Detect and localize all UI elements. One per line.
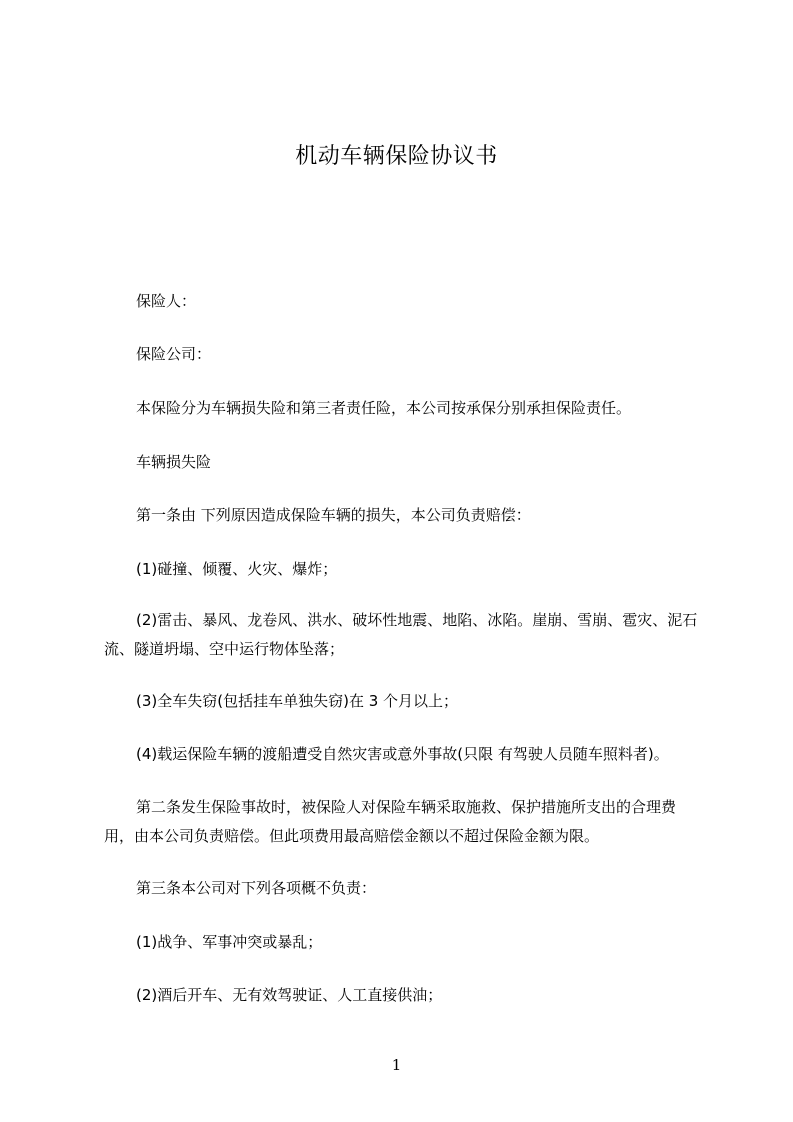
document-title: 机动车辆保险协议书 <box>295 144 498 169</box>
paragraph-item-2: (2)雷击、暴风、龙卷风、洪水、破坏性地震、地陷、冰陷。崖崩、雪崩、雹灾、泥石流、隧道坍塌、空中运行物体坠落； <box>104 611 698 658</box>
paragraph-insurance-company: 保险公司： <box>136 345 212 363</box>
paragraph-article-1: 第一条由 下列原因造成保险车辆的损失，本公司负责赔偿： <box>136 506 531 524</box>
paragraph-item-4: (4)载运保险车辆的渡船遭受自然灾害或意外事故(只限 有驾驶人员随车照料者)。 <box>136 745 669 763</box>
paragraph-coverage-intro: 本保险分为车辆损失险和第三者责任险，本公司按承保分别承担保险责任。 <box>136 399 632 417</box>
paragraph-section-heading: 车辆损失险 <box>136 453 212 471</box>
paragraph-exclusion-2: (2)酒后开车、无有效驾驶证、人工直接供油； <box>136 986 443 1004</box>
paragraph-item-1: (1)碰撞、倾覆、火灾、爆炸； <box>136 560 338 578</box>
paragraph-article-3: 第三条本公司对下列各项概不负责： <box>136 879 377 897</box>
paragraph-item-3: (3)全车失窃(包括挂车单独失窃)在 3 个月以上； <box>136 692 459 710</box>
paragraph-article-2: 第二条发生保险事故时，被保险人对保险车辆采取施救、保护措施所支出的合理费用，由本公司负责赔偿。但此项费用最高赔偿金额以不超过保险金额为限。 <box>104 798 677 845</box>
paragraph-insurer: 保险人： <box>136 292 197 310</box>
paragraph-exclusion-1: (1)战争、军事冲突或暴乱； <box>136 933 323 951</box>
page-number: 1 <box>391 1056 402 1074</box>
